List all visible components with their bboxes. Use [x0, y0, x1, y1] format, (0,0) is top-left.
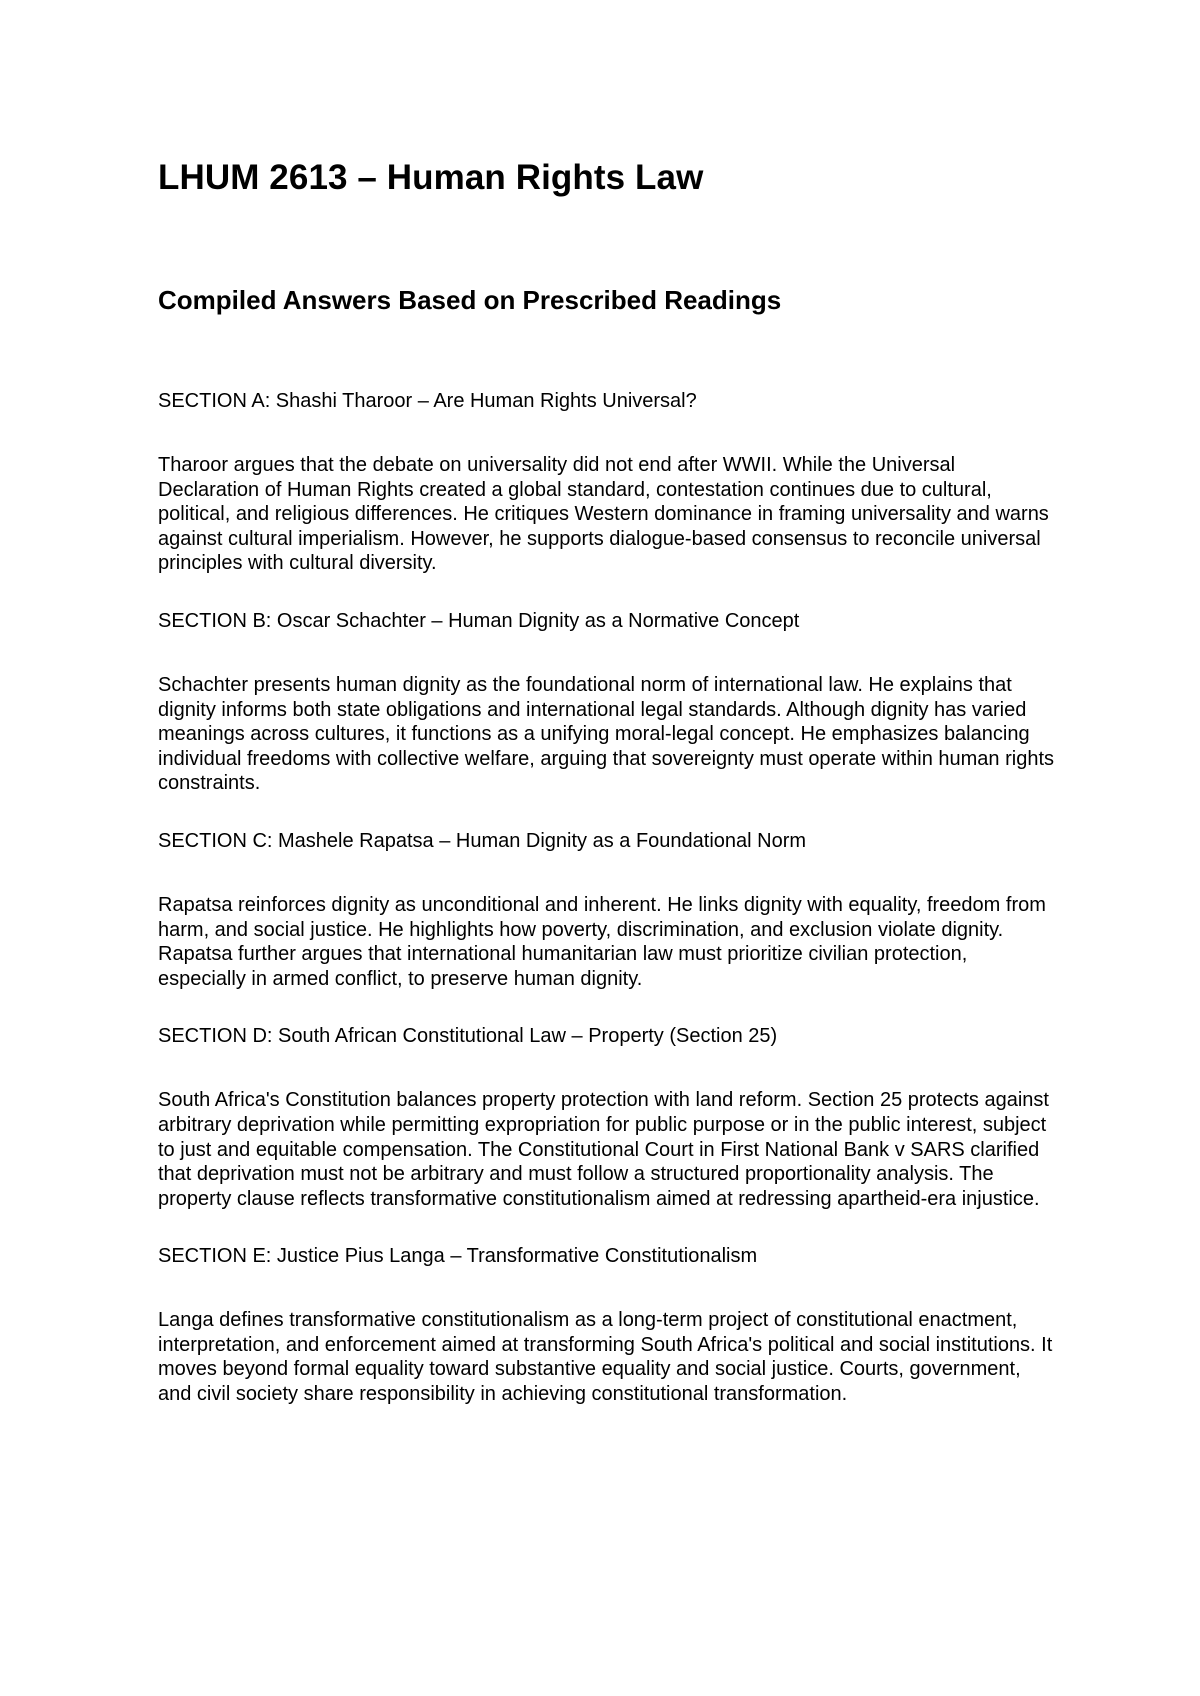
- section-heading: SECTION B: Oscar Schachter – Human Dignity as a Normative Concept: [158, 609, 800, 632]
- section-c: [158, 829, 1058, 991]
- document-title: LHUM 2613 – Human Rights Law: [158, 158, 704, 197]
- section-heading: SECTION A: Shashi Tharoor – Are Human Rights Universal?: [158, 390, 697, 412]
- section-body: Langa defines transformative constitutionalism as a long-term project of constitutional enactment, interpretation, and enforcement aimed at transforming South Africa's political and social institutions. It moves beyond formal equality toward substantive equality and social justice. Courts, government, and civil society share responsibility in achieving constitutional transformation.: [158, 1309, 1053, 1406]
- section-body: Tharoor argues that the debate on universality did not end after WWII. While the Universal Declaration of Human Rights created a global standard, contestation continues due to cultural, political, and religious differences. He critiques Western dominance in framing universality and warns against cultural imperialism. However, he supports dialogue-based consensus to reconcile universal principles with cultural diversity.: [158, 454, 1049, 575]
- section-heading: SECTION D: South African Constitutional Law – Property (Section 25): [158, 1025, 778, 1048]
- section-b: [158, 609, 1058, 796]
- section-body: Rapatsa reinforces dignity as unconditional and inherent. He links dignity with equality, freedom from harm, and social justice. He highlights how poverty, discrimination, and exclusion violate dignity. Rapatsa further argues that international humanitarian law must prioritize civilian protection, especially in armed conflict, to preserve human dignity.: [158, 893, 1046, 990]
- section-a: [158, 389, 1058, 576]
- document-subtitle: Compiled Answers Based on Prescribed Readings: [158, 285, 782, 315]
- document-content: [158, 158, 1058, 1407]
- section-heading: SECTION E: Justice Pius Langa – Transformative Constitutionalism: [158, 1245, 758, 1268]
- section-heading: SECTION C: Mashele Rapatsa – Human Dignity as a Foundational Norm: [158, 829, 807, 852]
- sections-list: [158, 389, 1058, 1407]
- section-e: [158, 1244, 1058, 1406]
- section-d: [158, 1024, 1058, 1211]
- section-body: Schachter presents human dignity as the foundational norm of international law. He explains that dignity informs both state obligations and international legal standards. Although dignity has varied meanings across cultures, it functions as a unifying moral-legal concept. He emphasizes balancing individual freedoms with collective welfare, arguing that sovereignty must operate within human rights constraints.: [158, 673, 1055, 795]
- section-body: South Africa's Constitution balances property protection with land reform. Section 25 protects against arbitrary deprivation while permitting expropriation for public purpose or in the public interest, subject to just and equitable compensation. The Constitutional Court in First National Bank v SARS clarified that deprivation must not be arbitrary and must follow a structured proportionality analysis. The property clause reflects transformative constitutionalism aimed at redressing apartheid-era injustice.: [158, 1089, 1049, 1210]
